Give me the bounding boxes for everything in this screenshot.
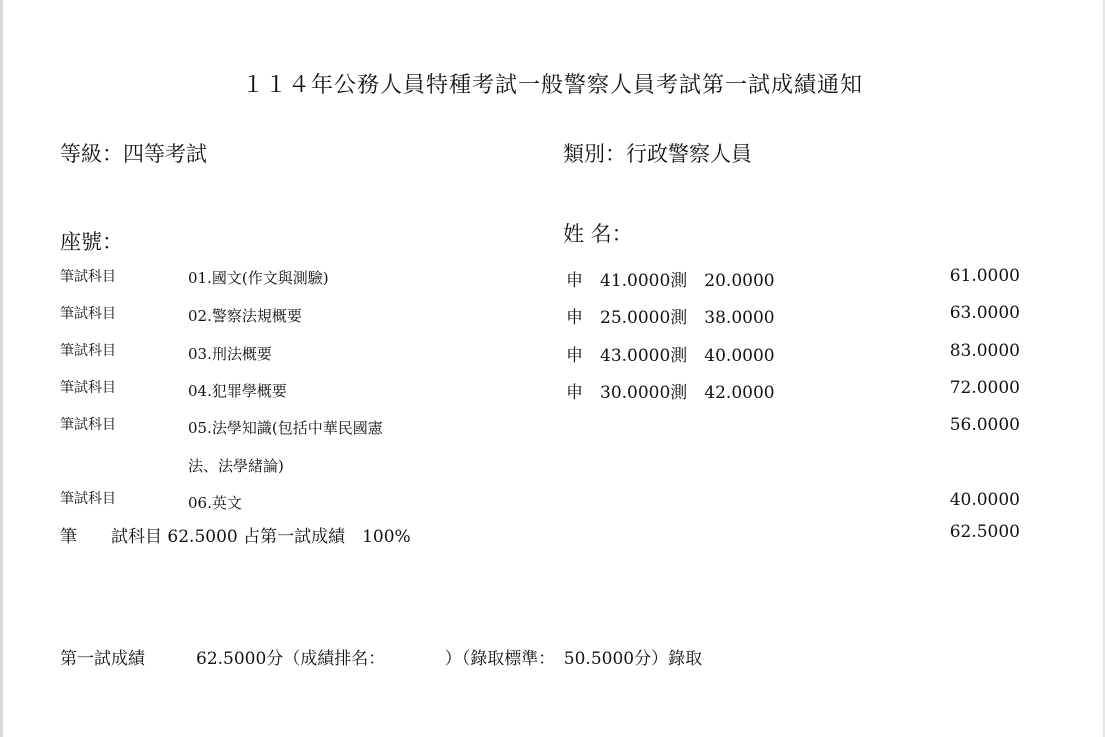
subject-total-score: 83.0000 — [949, 341, 1020, 361]
name-label: 姓 名： — [563, 222, 633, 246]
category-label: 類別：行政警察人員 — [563, 142, 752, 166]
page-edge-left — [0, 0, 3, 737]
subject-total-score: 72.0000 — [949, 378, 1020, 398]
subject-total-score: 40.0000 — [949, 490, 1020, 510]
page-title: １１４年公務人員特種考試一般警察人員考試第一試成績通知 — [241, 73, 863, 98]
summary-total-score: 62.5000 — [949, 522, 1020, 542]
subject-type: 筆試科目 — [60, 306, 116, 322]
subject-split-scores: 申 43.0000測 40.0000 — [566, 346, 775, 366]
seat-number-label: 座號： — [60, 230, 123, 254]
subject-type: 筆試科目 — [60, 343, 116, 359]
subject-split-scores: 申 25.0000測 38.0000 — [566, 308, 775, 328]
subject-name: 01.國文(作文與測驗) — [188, 269, 329, 287]
subject-name-continued: 法、法學緒論) — [188, 457, 284, 475]
subject-name: 02.警察法規概要 — [188, 307, 302, 325]
subject-total-score: 61.0000 — [949, 266, 1020, 286]
subject-total-score: 63.0000 — [949, 303, 1020, 323]
subject-total-score: 56.0000 — [949, 415, 1020, 435]
subject-name: 04.犯罪學概要 — [188, 382, 287, 400]
subject-split-scores: 申 41.0000測 20.0000 — [566, 271, 775, 291]
subject-split-scores: 申 30.0000測 42.0000 — [566, 383, 775, 403]
level-label: 等級：四等考試 — [60, 142, 207, 166]
subject-type: 筆試科目 — [60, 380, 116, 396]
subject-type: 筆試科目 — [60, 491, 116, 507]
written-exam-summary: 筆 試科目 62.5000 占第一試成績 100% — [60, 527, 411, 547]
subject-name: 06.英文 — [188, 494, 242, 512]
first-exam-result: 第一試成績 62.5000分（成績排名： ）（錄取標準： 50.5000分）錄取 — [60, 649, 703, 669]
subject-name: 03.刑法概要 — [188, 345, 272, 363]
subject-type: 筆試科目 — [60, 417, 116, 433]
subject-type: 筆試科目 — [60, 269, 116, 285]
subject-name: 05.法學知識(包括中華民國憲 — [188, 419, 383, 437]
